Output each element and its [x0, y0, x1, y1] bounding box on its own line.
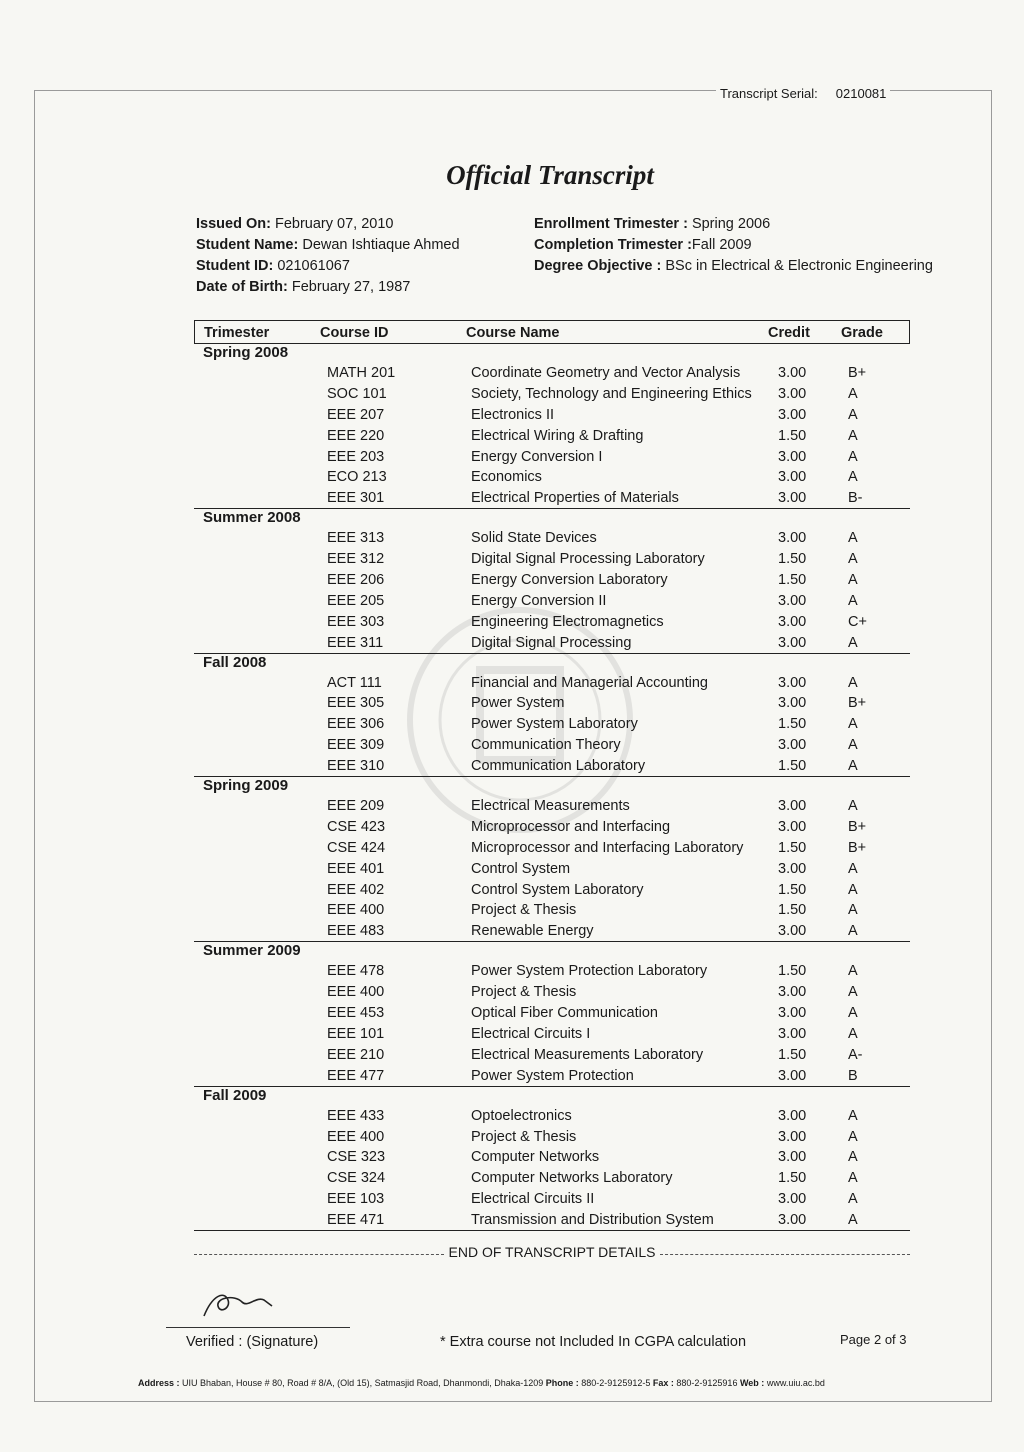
course-id: EEE 477 — [327, 1067, 385, 1084]
serial-value: 0210081 — [835, 86, 887, 101]
course-grade: A- — [848, 1046, 863, 1063]
course-id: CSE 323 — [327, 1149, 386, 1166]
table-row — [194, 920, 910, 941]
table-row — [194, 632, 910, 653]
table-header — [194, 320, 910, 344]
course-name: Digital Signal Processing Laboratory — [471, 551, 705, 568]
course-name: Electrical Circuits II — [471, 1191, 595, 1208]
course-id: EEE 471 — [327, 1212, 385, 1229]
fax-value: 880-2-9125916 — [676, 1378, 738, 1388]
course-grade: A — [848, 984, 858, 1001]
course-id: EEE 310 — [327, 758, 385, 775]
course-id: CSE 424 — [327, 839, 386, 856]
course-name: Solid State Devices — [471, 530, 597, 547]
course-credit: 3.00 — [778, 1149, 807, 1166]
table-row — [194, 1146, 910, 1167]
table-row — [194, 569, 910, 590]
course-grade: A — [848, 1149, 858, 1166]
completion-value: Fall 2009 — [691, 237, 752, 253]
course-credit: 3.00 — [778, 860, 807, 877]
dash-line-right — [660, 1254, 910, 1255]
course-credit: 3.00 — [778, 1212, 807, 1229]
course-grade: A — [848, 1005, 858, 1022]
course-grade: A — [848, 1170, 858, 1187]
course-grade: B+ — [848, 365, 867, 381]
course-name: Communication Theory — [471, 737, 621, 754]
course-id: EEE 207 — [327, 406, 385, 423]
course-name: Project & Thesis — [471, 984, 577, 1001]
table-row — [194, 816, 910, 837]
course-grade: A — [848, 674, 858, 691]
course-credit: 3.00 — [778, 1005, 807, 1022]
course-credit: 3.00 — [778, 818, 807, 835]
dob-label: Date of Birth: — [196, 279, 288, 295]
courses-table — [194, 320, 910, 1231]
course-grade: A — [848, 469, 858, 486]
id-label: Student ID: — [196, 258, 274, 274]
course-id: EEE 203 — [327, 448, 385, 465]
semester-section — [194, 344, 910, 509]
enroll-value: Spring 2006 — [691, 216, 771, 232]
course-name: Electrical Measurements Laboratory — [471, 1046, 704, 1063]
course-name: Microprocessor and Interfacing — [471, 818, 671, 835]
course-id: EEE 478 — [327, 963, 385, 980]
course-credit: 3.00 — [778, 490, 807, 507]
header-trimester: Trimester — [204, 325, 270, 341]
course-name: Power System — [471, 695, 565, 712]
course-id: ECO 213 — [327, 469, 387, 486]
degree-value: BSc in Electrical & Electronic Engineering — [665, 258, 933, 274]
course-name: Digital Signal Processing — [471, 634, 632, 651]
course-grade: A — [848, 737, 858, 754]
semester-section — [194, 509, 910, 653]
course-id: EEE 303 — [327, 613, 385, 630]
course-name: Electrical Circuits I — [471, 1025, 591, 1042]
course-name: Electrical Wiring & Drafting — [471, 427, 644, 444]
course-grade: B- — [848, 490, 863, 507]
table-row — [194, 858, 910, 879]
course-credit: 3.00 — [778, 1128, 807, 1145]
course-grade: A — [848, 385, 858, 402]
course-id: SOC 101 — [327, 385, 387, 402]
course-id: EEE 206 — [327, 572, 385, 589]
course-grade: A — [848, 902, 858, 919]
course-grade: A — [848, 923, 858, 940]
table-row — [194, 795, 910, 816]
course-id: CSE 324 — [327, 1170, 386, 1187]
table-row — [194, 466, 910, 487]
course-grade: A — [848, 716, 858, 733]
course-credit: 1.50 — [778, 1046, 807, 1063]
course-name: Engineering Electromagnetics — [471, 613, 664, 630]
semester-title: Fall 2009 — [203, 1086, 267, 1104]
course-name: Financial and Managerial Accounting — [471, 674, 708, 691]
table-row — [194, 981, 910, 1002]
end-of-transcript — [194, 1244, 910, 1264]
course-credit: 1.50 — [778, 902, 807, 919]
table-row — [194, 960, 910, 981]
enroll-label: Enrollment Trimester : — [534, 216, 688, 232]
header-course-name: Course Name — [466, 325, 560, 341]
header-course-id: Course ID — [320, 325, 389, 341]
table-row — [194, 692, 910, 713]
course-credit: 3.00 — [778, 674, 807, 691]
semester-section — [194, 942, 910, 1086]
table-row — [194, 404, 910, 425]
web-value: www.uiu.ac.bd — [766, 1378, 825, 1388]
dash-line-left — [194, 1254, 444, 1255]
course-credit: 3.00 — [778, 923, 807, 940]
course-id: EEE 101 — [327, 1025, 385, 1042]
course-name: Energy Conversion Laboratory — [471, 572, 668, 589]
extra-course-note: * Extra course not Included In CGPA calculation — [440, 1334, 747, 1350]
table-row — [194, 1023, 910, 1044]
course-credit: 1.50 — [778, 839, 807, 856]
course-id: EEE 453 — [327, 1005, 385, 1022]
course-grade: A — [848, 448, 858, 465]
course-id: EEE 103 — [327, 1191, 385, 1208]
course-id: EEE 305 — [327, 695, 385, 712]
table-row — [194, 1105, 910, 1126]
course-credit: 3.00 — [778, 1067, 807, 1084]
table-row — [194, 590, 910, 611]
course-grade: A — [848, 963, 858, 980]
phone-label: Phone : — [545, 1378, 579, 1388]
course-credit: 3.00 — [778, 406, 807, 423]
address-line — [138, 1378, 825, 1388]
course-name: Computer Networks Laboratory — [471, 1170, 673, 1187]
course-credit: 3.00 — [778, 695, 807, 712]
course-id: EEE 400 — [327, 1128, 385, 1145]
issued-value: February 07, 2010 — [274, 216, 394, 232]
table-row — [194, 755, 910, 776]
course-credit: 1.50 — [778, 427, 807, 444]
student-info-right — [534, 214, 933, 277]
degree-label: Degree Objective : — [534, 258, 662, 274]
verified-signature-label: Verified : (Signature) — [186, 1334, 319, 1350]
semester-title: Spring 2009 — [203, 777, 289, 795]
name-label: Student Name: — [196, 237, 299, 253]
course-credit: 3.00 — [778, 737, 807, 754]
table-row — [194, 487, 910, 508]
course-grade: A — [848, 1191, 858, 1208]
table-row — [194, 672, 910, 693]
course-credit: 1.50 — [778, 551, 807, 568]
course-credit: 1.50 — [778, 963, 807, 980]
course-name: Renewable Energy — [471, 923, 594, 940]
table-row — [194, 1188, 910, 1209]
table-row — [194, 1002, 910, 1023]
fax-label: Fax : — [652, 1378, 674, 1388]
course-grade: A — [848, 1025, 858, 1042]
course-grade: A — [848, 758, 858, 775]
table-row — [194, 362, 910, 383]
table-row — [194, 425, 910, 446]
course-id: EEE 205 — [327, 592, 385, 609]
course-id: EEE 309 — [327, 737, 385, 754]
course-id: MATH 201 — [327, 365, 396, 381]
course-credit: 1.50 — [778, 572, 807, 589]
course-id: EEE 311 — [327, 634, 384, 651]
table-row — [194, 713, 910, 734]
course-credit: 3.00 — [778, 448, 807, 465]
address-value: UIU Bhaban, House # 80, Road # 8/A, (Old 15), Satmasjid Road, Dhanmondi, Dhaka-1209 — [182, 1378, 544, 1388]
course-grade: A — [848, 427, 858, 444]
course-credit: 3.00 — [778, 385, 807, 402]
course-grade: A — [848, 551, 858, 568]
course-credit: 3.00 — [778, 634, 807, 651]
course-name: Transmission and Distribution System — [471, 1212, 714, 1229]
course-name: Coordinate Geometry and Vector Analysis — [471, 365, 741, 381]
table-row — [194, 1209, 910, 1230]
course-grade: A — [848, 634, 858, 651]
course-id: EEE 400 — [327, 902, 385, 919]
course-grade: A — [848, 1128, 858, 1145]
course-name: Power System Laboratory — [471, 716, 638, 733]
name-value: Dewan Ishtiaque Ahmed — [302, 237, 460, 253]
table-row — [194, 1167, 910, 1188]
course-name: Control System Laboratory — [471, 881, 644, 898]
table-row — [194, 879, 910, 900]
course-grade: A — [848, 530, 858, 547]
signature-line — [166, 1327, 350, 1328]
table-row — [194, 1126, 910, 1147]
course-credit: 3.00 — [778, 365, 807, 381]
semester-title: Spring 2008 — [203, 344, 289, 361]
semester-title: Summer 2008 — [203, 509, 301, 527]
table-row — [194, 383, 910, 404]
course-id: EEE 483 — [327, 923, 385, 940]
course-name: Optical Fiber Communication — [471, 1005, 658, 1022]
course-credit: 1.50 — [778, 716, 807, 733]
course-credit: 3.00 — [778, 798, 807, 815]
course-name: Energy Conversion II — [471, 592, 607, 609]
course-id: EEE 313 — [327, 530, 385, 547]
header-credit: Credit — [768, 325, 810, 341]
table-row — [194, 1065, 910, 1086]
course-credit: 1.50 — [778, 758, 807, 775]
table-row — [194, 899, 910, 920]
table-row — [194, 611, 910, 632]
course-credit: 3.00 — [778, 1025, 807, 1042]
course-id: EEE 433 — [327, 1107, 385, 1124]
course-grade: A — [848, 592, 858, 609]
course-name: Electronics II — [471, 406, 554, 423]
course-credit: 3.00 — [778, 984, 807, 1001]
course-id: EEE 312 — [327, 551, 385, 568]
course-name: Project & Thesis — [471, 902, 577, 919]
course-grade: A — [848, 572, 858, 589]
course-grade: B+ — [848, 818, 867, 835]
semesters-list — [194, 344, 910, 1231]
course-grade: A — [848, 798, 858, 815]
issued-label: Issued On: — [196, 216, 271, 232]
address-label: Address : — [138, 1378, 180, 1388]
course-credit: 3.00 — [778, 469, 807, 486]
semester-section — [194, 1087, 910, 1231]
table-row — [194, 446, 910, 467]
semester-section — [194, 654, 910, 777]
course-credit: 3.00 — [778, 613, 807, 630]
end-label: END OF TRANSCRIPT DETAILS — [445, 1244, 660, 1260]
transcript-serial — [716, 86, 890, 101]
serial-label: Transcript Serial: — [720, 86, 818, 101]
course-name: Society, Technology and Engineering Ethics — [471, 385, 752, 402]
course-id: ACT 111 — [327, 674, 382, 691]
course-id: EEE 306 — [327, 716, 385, 733]
course-id: EEE 401 — [327, 860, 385, 877]
course-credit: 3.00 — [778, 1107, 807, 1124]
course-id: EEE 210 — [327, 1046, 385, 1063]
course-name: Computer Networks — [471, 1149, 600, 1166]
course-grade: A — [848, 881, 858, 898]
course-name: Electrical Measurements — [471, 798, 630, 815]
course-grade: A — [848, 406, 858, 423]
course-id: EEE 400 — [327, 984, 385, 1001]
id-value: 021061067 — [277, 258, 350, 274]
course-id: EEE 301 — [327, 490, 385, 507]
course-id: EEE 220 — [327, 427, 385, 444]
course-credit: 1.50 — [778, 1170, 807, 1187]
page-number: Page 2 of 3 — [840, 1332, 907, 1347]
course-name: Economics — [471, 469, 542, 486]
phone-value: 880-2-9125912-5 — [581, 1378, 651, 1388]
header-grade: Grade — [841, 325, 883, 341]
course-credit: 3.00 — [778, 1191, 807, 1208]
table-row — [194, 1044, 910, 1065]
semester-section — [194, 777, 910, 942]
course-grade: A — [848, 1107, 858, 1124]
semester-title: Summer 2009 — [203, 942, 301, 960]
course-name: Power System Protection — [471, 1067, 634, 1084]
course-name: Control System — [471, 860, 571, 877]
course-grade: B+ — [848, 839, 867, 856]
course-name: Project & Thesis — [471, 1128, 577, 1145]
course-id: EEE 402 — [327, 881, 385, 898]
completion-label: Completion Trimester : — [534, 237, 692, 253]
table-row — [194, 527, 910, 548]
course-grade: A — [848, 1212, 858, 1229]
table-row — [194, 548, 910, 569]
web-label: Web : — [739, 1378, 765, 1388]
course-name: Communication Laboratory — [471, 758, 646, 775]
table-row — [194, 734, 910, 755]
student-info-left — [196, 214, 460, 298]
course-name: Microprocessor and Interfacing Laboratory — [471, 839, 744, 856]
course-grade: C+ — [848, 613, 867, 630]
course-name: Optoelectronics — [471, 1107, 572, 1124]
course-credit: 3.00 — [778, 530, 807, 547]
course-id: EEE 209 — [327, 798, 385, 815]
course-name: Energy Conversion I — [471, 448, 603, 465]
table-row — [194, 837, 910, 858]
course-grade: B+ — [848, 695, 867, 712]
course-credit: 3.00 — [778, 592, 807, 609]
course-name: Electrical Properties of Materials — [471, 490, 679, 507]
course-name: Power System Protection Laboratory — [471, 963, 708, 980]
page-title: Official Transcript — [446, 160, 654, 190]
semester-title: Fall 2008 — [203, 653, 267, 671]
course-grade: A — [848, 860, 858, 877]
course-credit: 1.50 — [778, 881, 807, 898]
course-id: CSE 423 — [327, 818, 386, 835]
dob-value: February 27, 1987 — [291, 279, 411, 295]
course-grade: B — [848, 1067, 858, 1084]
signature-mark-icon — [198, 1286, 278, 1322]
